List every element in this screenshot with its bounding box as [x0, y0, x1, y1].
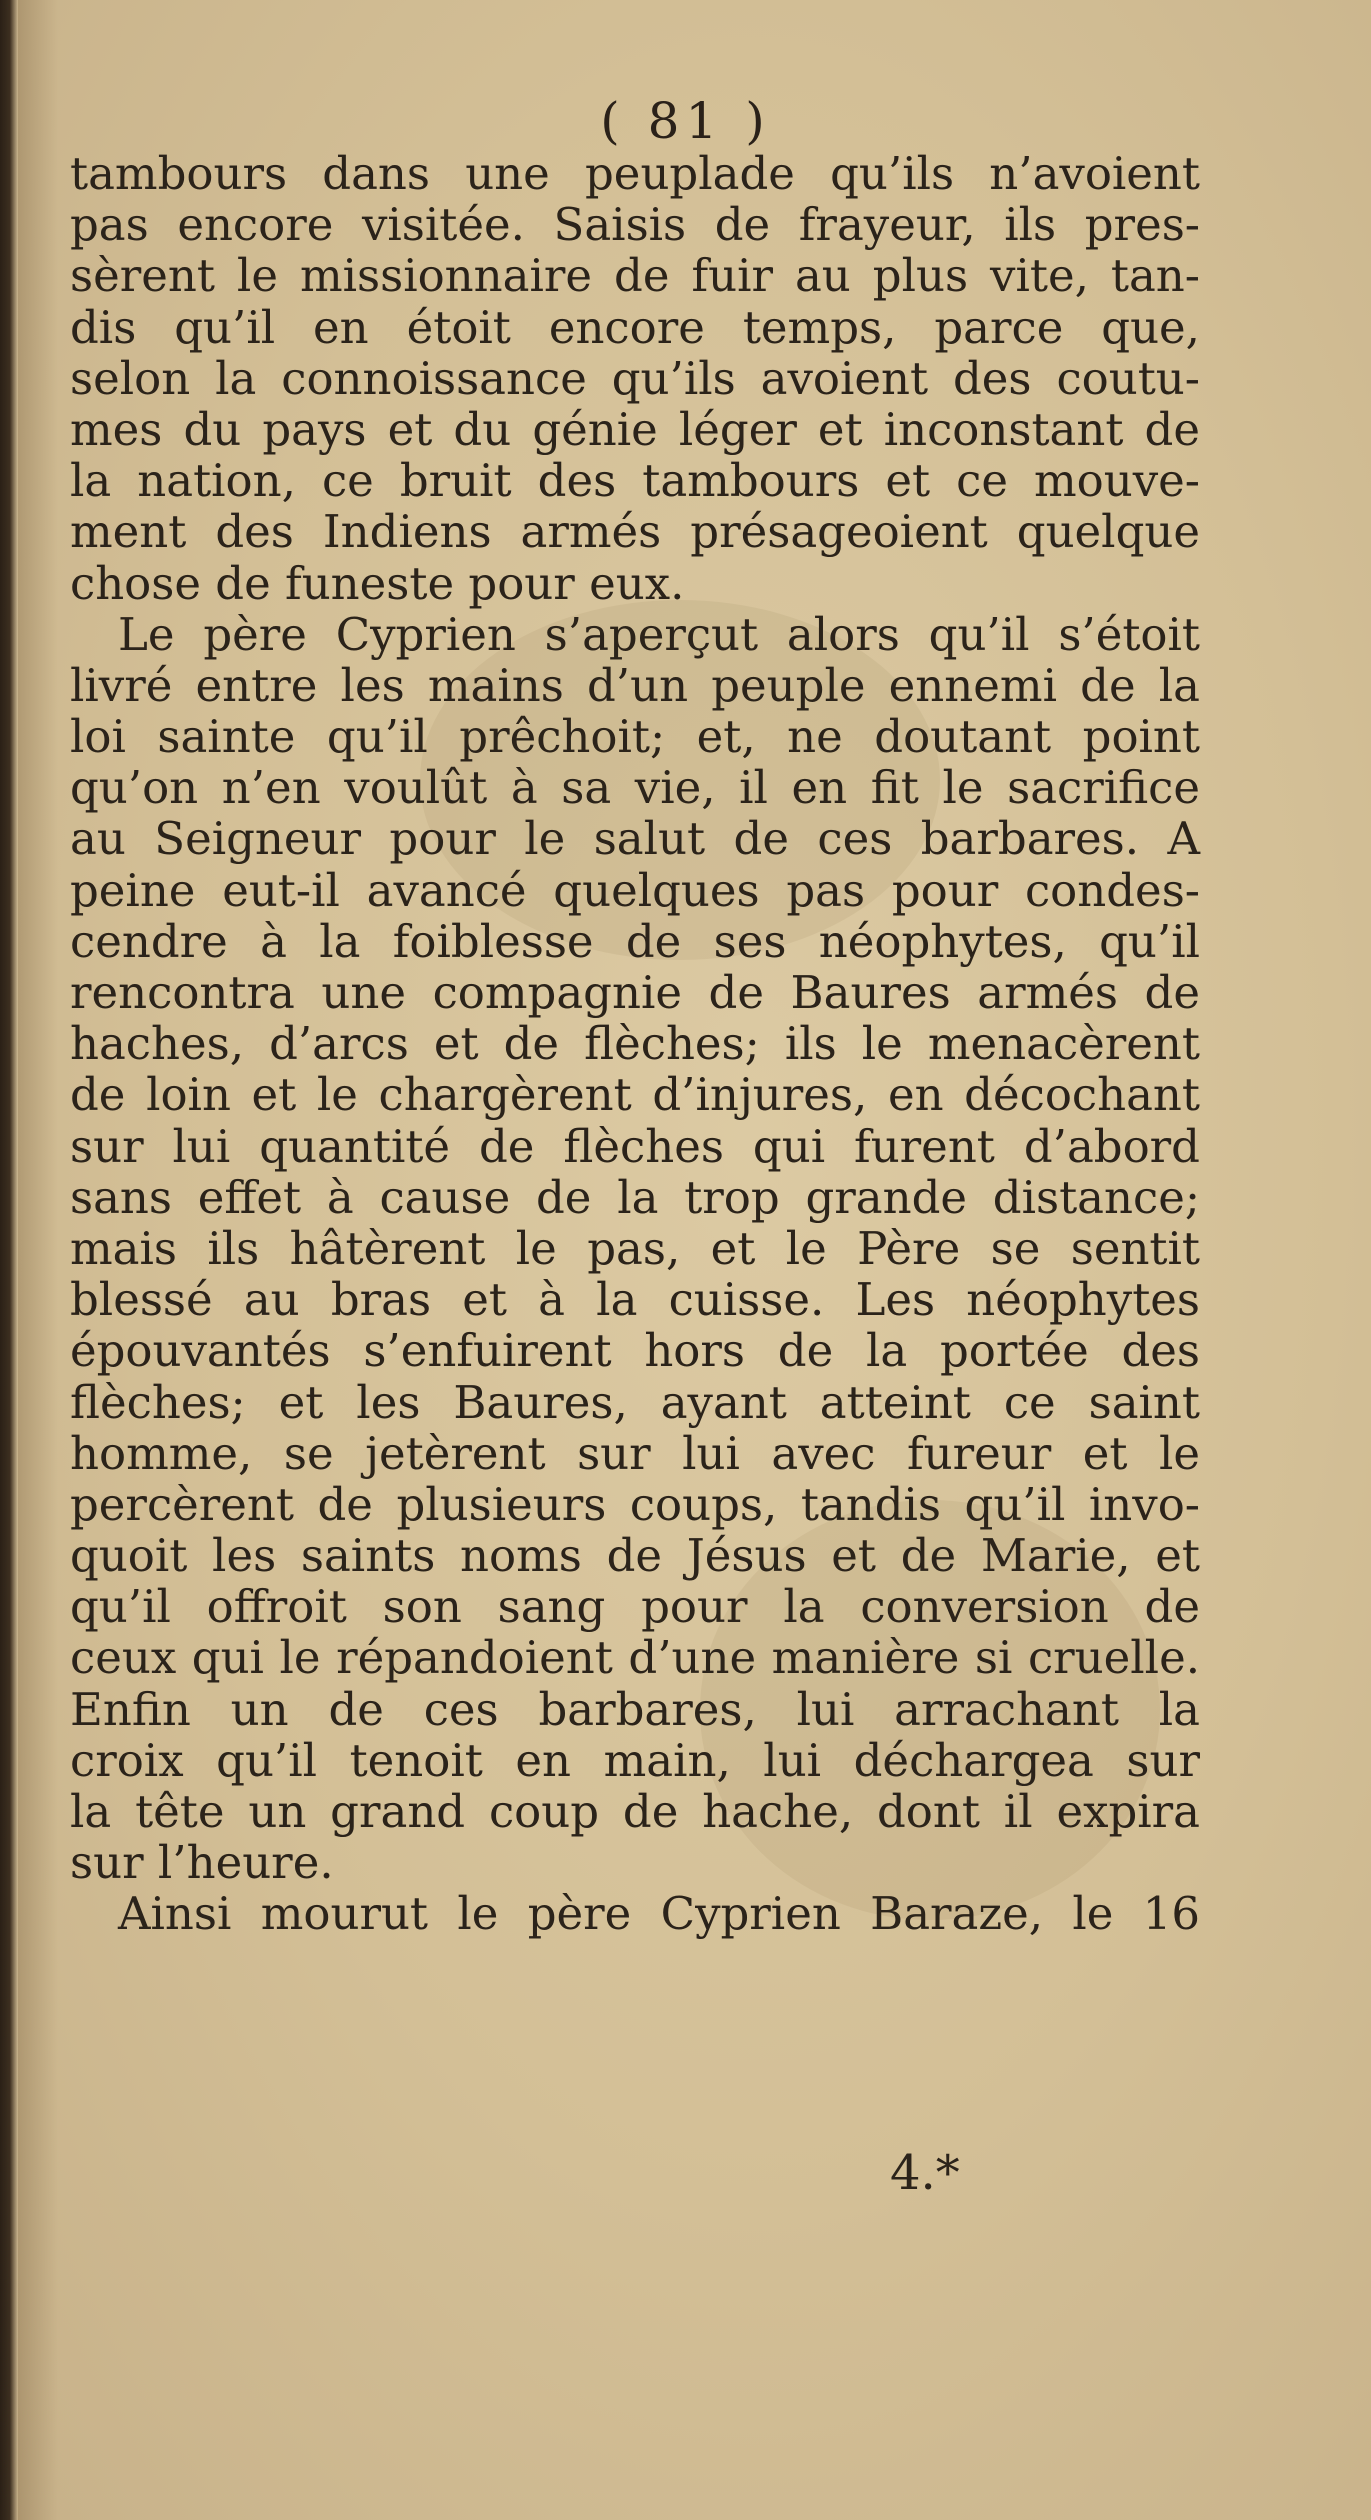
text-line: tambours dans une peuplade qu’ils n’avoient: [70, 147, 1200, 200]
text-line: selon la connoissance qu’ils avoient des coutu-: [70, 351, 1200, 405]
binding-edge: [0, 0, 18, 2520]
text-line: sèrent le missionnaire de fuir au plus vite, tan-: [70, 249, 1200, 303]
page-body: [70, 148, 1200, 1940]
text-line: rencontra une compagnie de Baures armés de: [70, 966, 1200, 1019]
text-line: livré entre les mains d’un peuple ennemi de la: [70, 658, 1200, 712]
page-number: ( 81 ): [600, 92, 771, 150]
text-line: Le père Cyprien s’aperçut alors qu’il s’étoit: [118, 607, 1200, 661]
text-line: homme, se jetèrent sur lui avec fureur et le: [70, 1426, 1200, 1480]
text-line: cendre à la foiblesse de ses néophytes, qu’il: [70, 914, 1200, 968]
text-line: blessé au bras et à la cuisse. Les néophytes: [70, 1273, 1200, 1327]
text-line: Enfin un de ces barbares, lui arrachant la: [70, 1682, 1200, 1736]
text-line: mes du pays et du génie léger et inconstant de: [70, 402, 1200, 456]
text-line: flèches; et les Baures, ayant atteint ce saint: [70, 1375, 1200, 1429]
text-line: percèrent de plusieurs coups, tandis qu’il invo-: [70, 1477, 1200, 1531]
text-line: Ainsi mourut le père Cyprien Baraze, le 16: [118, 1887, 1200, 1941]
text-line: peine eut-il avancé quelques pas pour condes-: [70, 863, 1200, 917]
text-line: mais ils hâtèrent le pas, et le Père se sentit: [70, 1221, 1200, 1275]
text-line: épouvantés s’enfuirent hors de la portée des: [70, 1324, 1200, 1378]
text-line: loi sainte qu’il prêchoit; et, ne doutant point: [70, 710, 1200, 764]
text-line: ment des Indiens armés présageoient quelque: [70, 505, 1200, 559]
text-line: ceux qui le répandoient d’une manière si cruelle.: [70, 1631, 1200, 1685]
text-line: sur l’heure.: [70, 1836, 334, 1890]
binding-shadow: [18, 0, 58, 2520]
text-line: qu’il offroit son sang pour la conversion de: [70, 1580, 1200, 1634]
text-line: pas encore visitée. Saisis de frayeur, ils pres-: [70, 198, 1200, 252]
text-line: quoit les saints noms de Jésus et de Marie, et: [70, 1529, 1200, 1583]
text-line: la nation, ce bruit des tambours et ce mouve-: [70, 454, 1200, 508]
signature-mark: 4.*: [890, 2145, 960, 2201]
text-line: de loin et le chargèrent d’injures, en décochant: [70, 1068, 1200, 1122]
text-line: sans effet à cause de la trop grande distance;: [70, 1170, 1200, 1224]
text-line: au Seigneur pour le salut de ces barbares. A: [70, 812, 1200, 866]
text-line: la tête un grand coup de hache, dont il expira: [70, 1785, 1200, 1838]
text-line: dis qu’il en étoit encore temps, parce que,: [70, 300, 1200, 354]
text-line: sur lui quantité de flèches qui furent d’abord: [70, 1119, 1200, 1173]
text-line: qu’on n’en voulût à sa vie, il en fit le sacrifice: [70, 761, 1200, 815]
text-line: chose de funeste pour eux.: [70, 556, 685, 610]
text-line: haches, d’arcs et de flèches; ils le menacèrent: [70, 1017, 1200, 1071]
text-line: croix qu’il tenoit en main, lui déchargea sur: [70, 1733, 1200, 1787]
